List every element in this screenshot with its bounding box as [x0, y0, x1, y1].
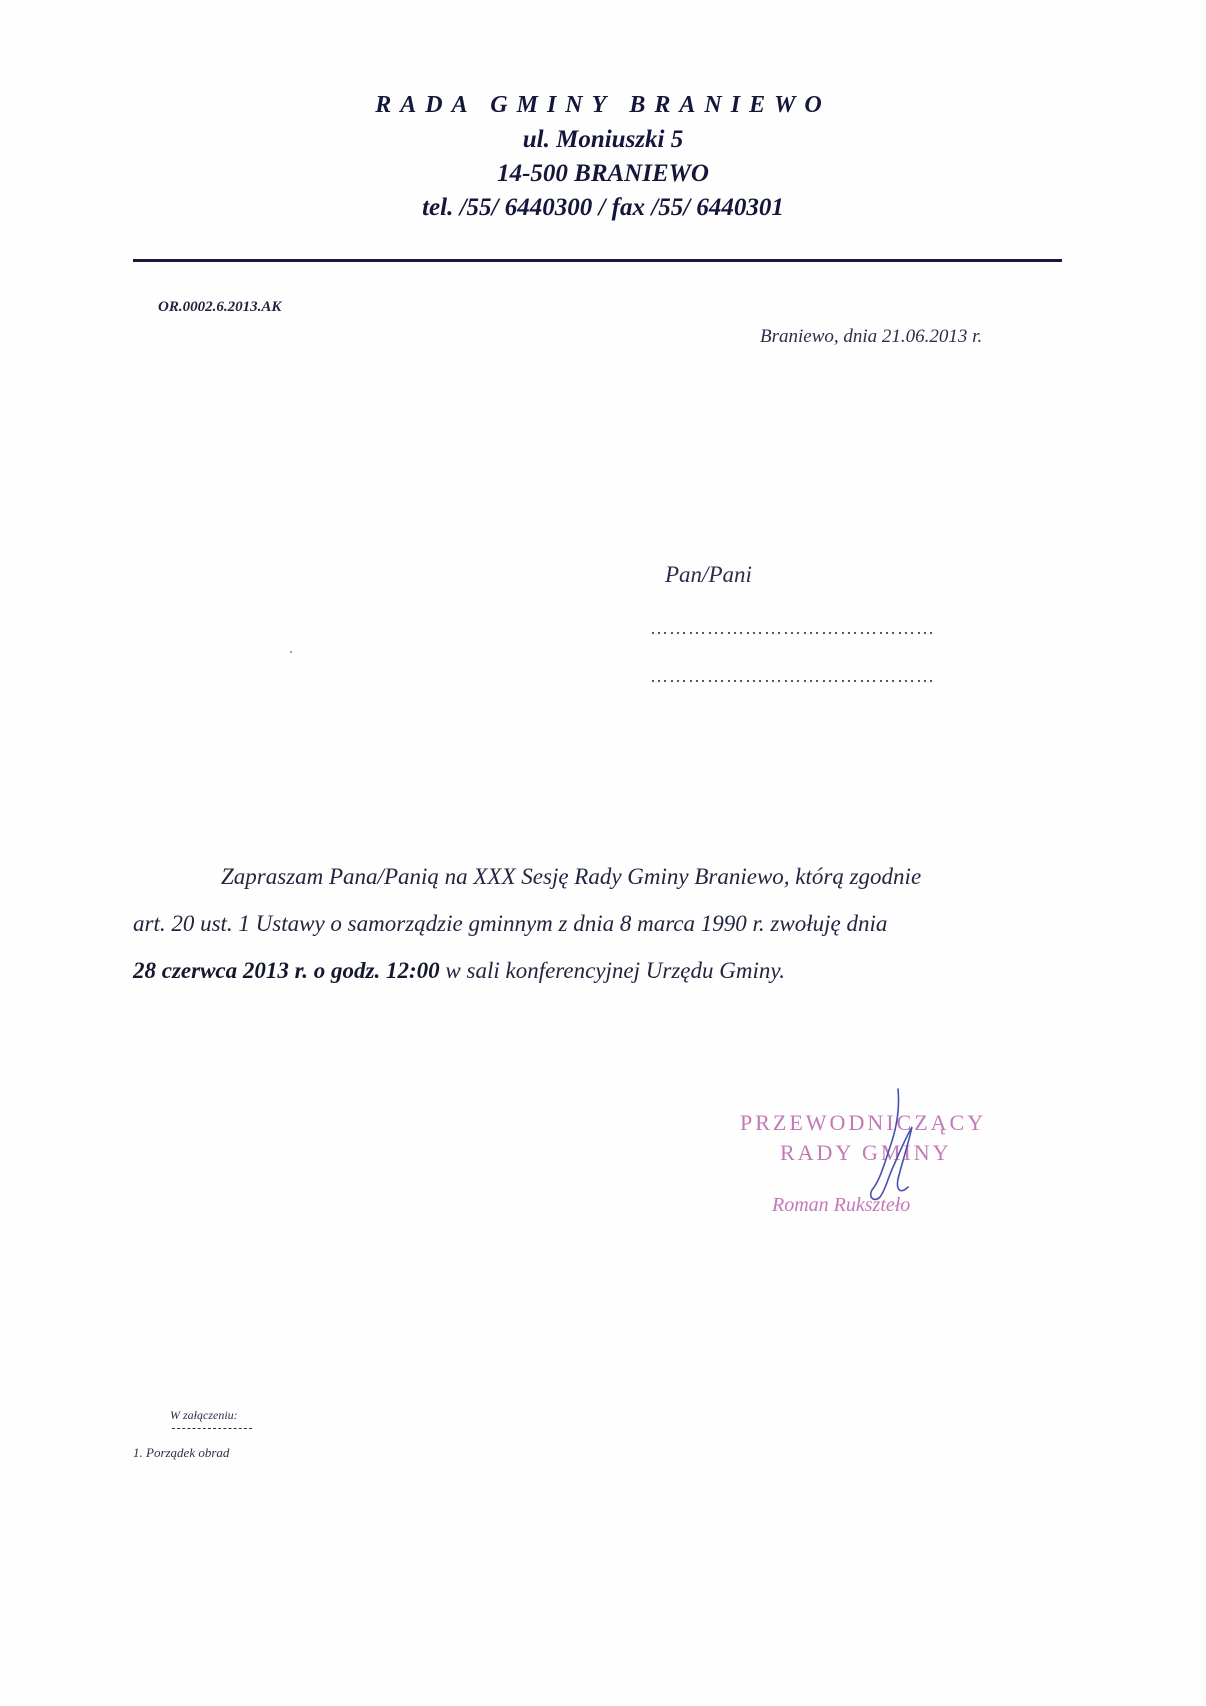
- letterhead-org-name: RADA GMINY BRANIEWO: [375, 92, 831, 118]
- meeting-date-time: 28 czerwca 2013 r. o godz. 12:00: [133, 958, 440, 983]
- stamp-name: Roman Rukszteło: [772, 1194, 911, 1216]
- reference-number: OR.0002.6.2013.AK: [158, 299, 282, 315]
- attachments-divider: [172, 1428, 252, 1429]
- body-line-1: Zapraszam Pana/Panią na XXX Sesję Rady Gminy Braniewo, którą zgodnie: [221, 864, 922, 889]
- stamp-title-line-1: PRZEWODNICZĄCY: [740, 1110, 987, 1135]
- attachment-item: 1. Porządek obrad: [133, 1445, 230, 1460]
- addressee-dotted-line-2: ………………………………………: [650, 666, 935, 686]
- scan-speck: [290, 651, 292, 653]
- attachments-label: W załączeniu:: [170, 1408, 238, 1422]
- meeting-location: w sali konferencyjnej Urzędu Gminy.: [439, 958, 786, 983]
- addressee-salutation: Pan/Pani: [665, 562, 752, 587]
- letterhead-city: 14-500 BRANIEWO: [497, 160, 709, 187]
- addressee-dotted-line-1: ………………………………………: [650, 618, 935, 638]
- date-line: Braniewo, dnia 21.06.2013 r.: [760, 326, 983, 347]
- body-line-3: [133, 947, 1063, 994]
- body-line-2: art. 20 ust. 1 Ustawy o samorządzie gminnym z dnia 8 marca 1990 r. zwołuję dnia: [133, 911, 888, 936]
- letterhead-street: ul. Moniuszki 5: [522, 126, 684, 153]
- handwritten-signature: [850, 1085, 940, 1220]
- letterhead-divider: [133, 259, 1062, 262]
- letterhead-contact: tel. /55/ 6440300 / fax /55/ 6440301: [422, 194, 784, 221]
- stamp-title-line-2: RADY GMINY: [780, 1140, 952, 1165]
